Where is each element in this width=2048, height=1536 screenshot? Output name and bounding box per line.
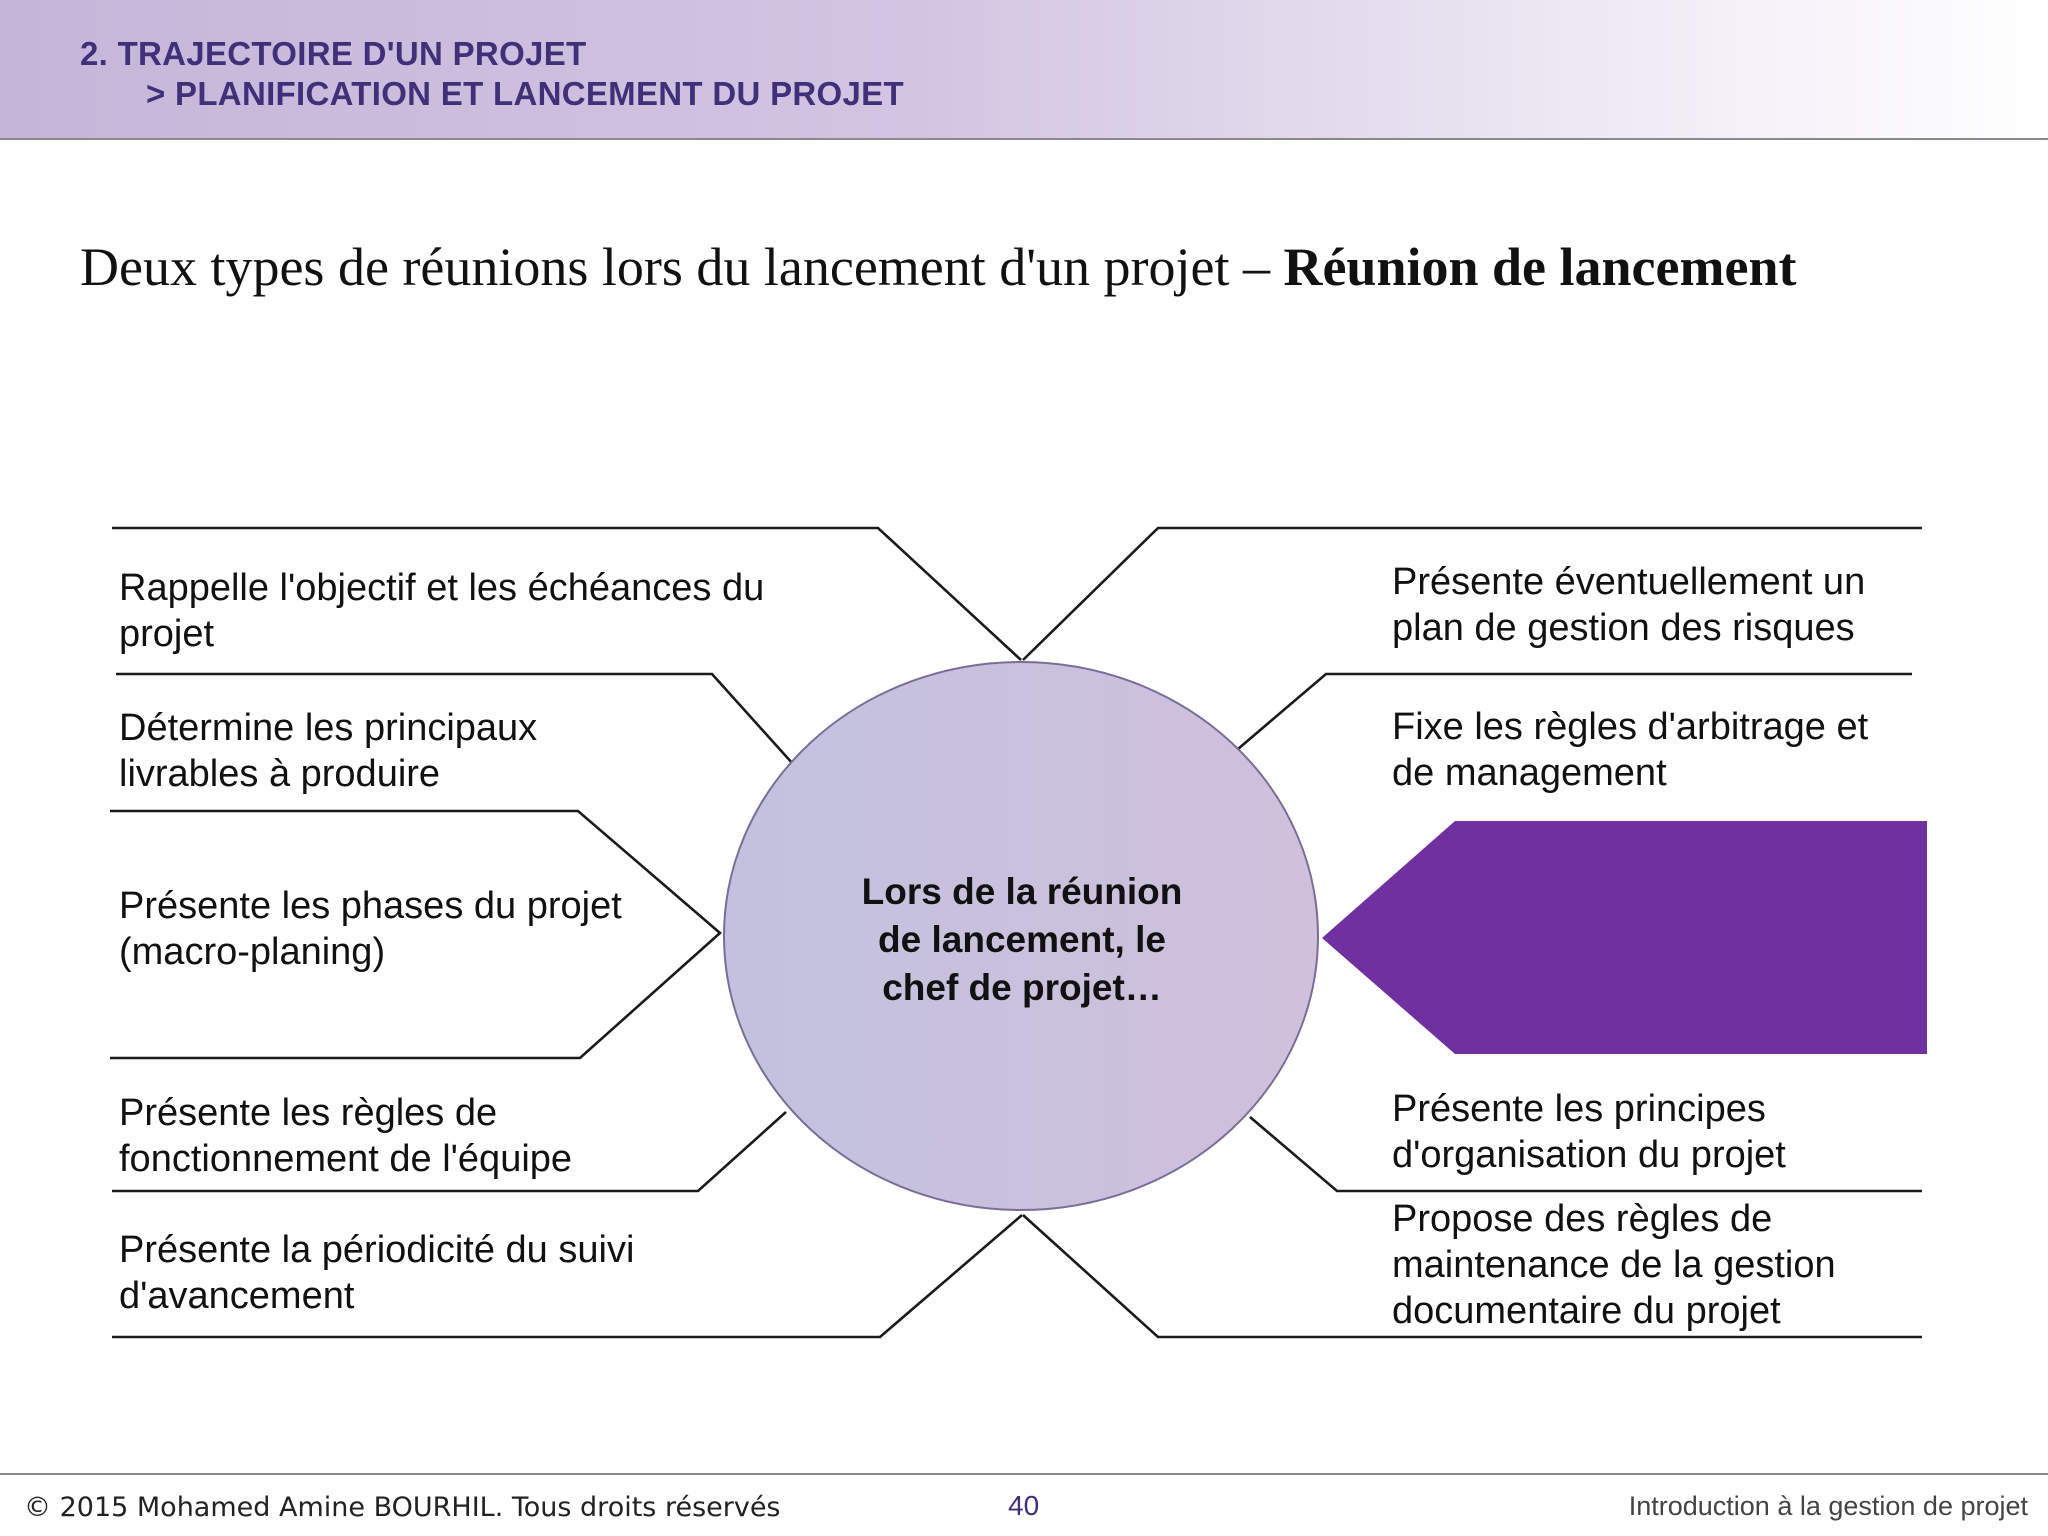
right-item-organization-line-2: d'organisation du projet [1392,1134,1786,1176]
subsection-title: > PLANIFICATION ET LANCEMENT DU PROJET [146,75,904,112]
slide-title-emphasis: Réunion de lancement [1283,237,1797,297]
right-item-documentation-line-3: documentaire du projet [1392,1290,1781,1332]
right-item-risk-plan-line-1: Présente éventuellement un [1392,561,1866,603]
page-number: 40 [1008,1490,1040,1521]
left-item-team-rules [119,1090,572,1182]
left-item-progress-tracking-line-1: Présente la périodicité du suivi [119,1229,635,1271]
right-item-arbitration-rules-line-1: Fixe les règles d'arbitrage et [1392,706,1869,748]
footer-divider [0,1473,2048,1475]
left-item-team-rules-line-2: fonctionnement de l'équipe [119,1138,573,1180]
left-item-progress-tracking-line-2: d'avancement [119,1275,355,1317]
footer-course-title: Introduction à la gestion de projet [1628,1491,2028,1521]
right-item-documentation-line-1: Propose des règles de [1392,1198,1773,1240]
slide-title-main: Deux types de réunions lors du lancement d'un projet – [80,237,1284,297]
left-item-deliverables [119,705,537,797]
left-item-team-rules-line-1: Présente les règles de [119,1092,498,1134]
right-item-organization [1392,1086,1786,1178]
center-label [822,868,1222,1012]
center-label-line-3: chef de projet… [882,967,1162,1008]
right-item-documentation [1392,1196,1836,1334]
highlight-arrow [1322,821,1927,1054]
left-item-objective-line-1: Rappelle l'objectif et les échéances du [119,567,765,609]
left-item-objective [119,565,764,657]
left-item-phases-line-1: Présente les phases du projet [119,885,622,927]
right-item-documentation-line-2: maintenance de la gestion [1392,1244,1836,1286]
right-item-organization-line-1: Présente les principes [1392,1088,1766,1130]
right-item-arbitration-rules-line-2: de management [1392,752,1667,794]
right-item-risk-plan-line-2: plan de gestion des risques [1392,607,1855,649]
section-title: 2. TRAJECTOIRE D'UN PROJET [80,35,587,72]
center-label-line-1: Lors de la réunion [861,871,1183,912]
left-item-deliverables-line-2: livrables à produire [119,753,441,795]
right-item-arbitration-rules [1392,704,1868,796]
center-label-line-2: de lancement, le [878,919,1166,960]
left-item-phases-line-2: (macro-planing) [119,931,386,973]
left-item-progress-tracking [119,1227,634,1319]
left-item-objective-line-2: projet [119,613,215,655]
right-item-risk-plan [1392,559,1865,651]
footer-copyright: © 2015 Mohamed Amine BOURHIL. Tous droits réservés [24,1492,781,1523]
left-item-deliverables-line-1: Détermine les principaux [119,707,538,749]
left-item-phases [119,883,622,975]
